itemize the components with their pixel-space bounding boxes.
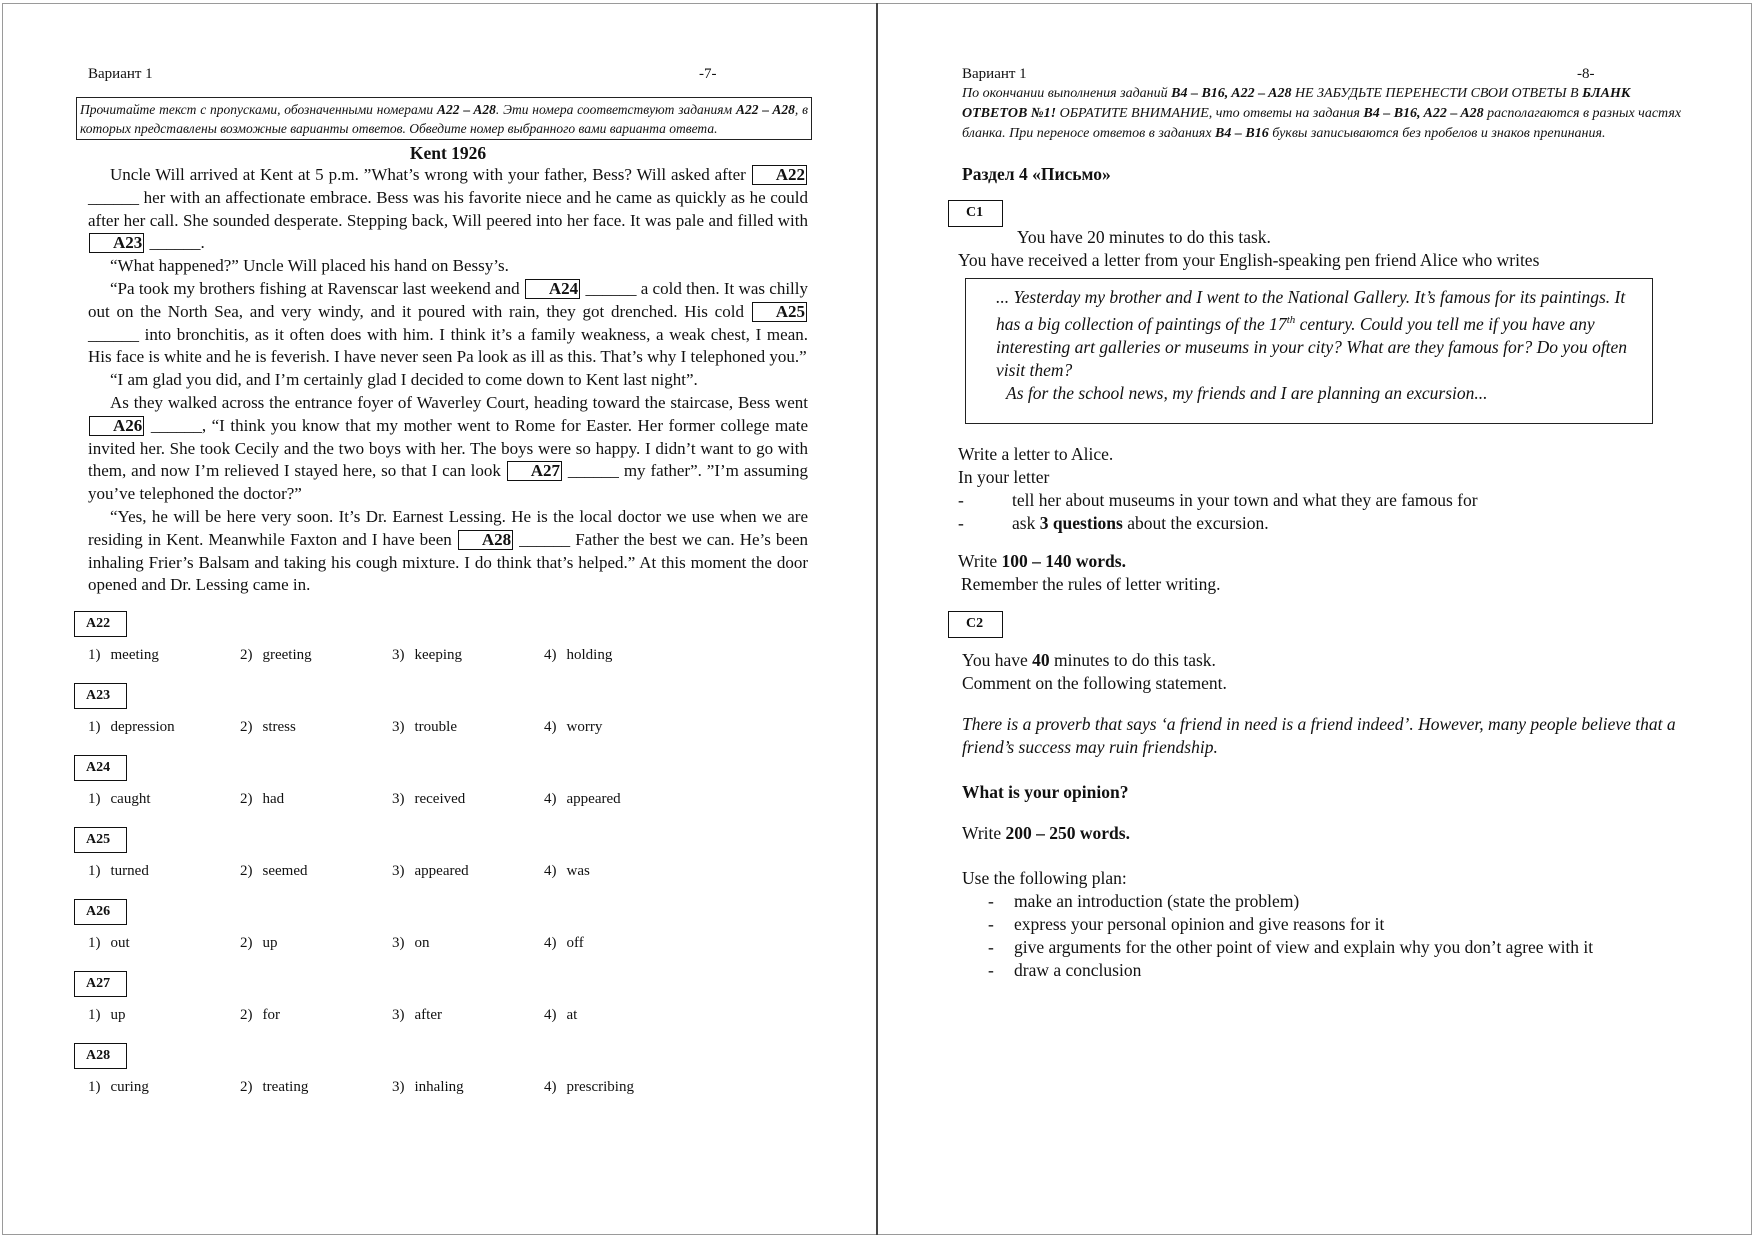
gap-marker: A27 — [507, 461, 562, 481]
c2-label-row — [948, 611, 1682, 638]
plan-text: express your personal opinion and give reasons for it — [1014, 913, 1385, 934]
page-gutter — [876, 3, 878, 1235]
answer-option[interactable] — [544, 1007, 577, 1024]
task-label-c2: C2 — [948, 611, 1003, 638]
option-text: turned — [110, 863, 149, 880]
gap-marker: A28 — [458, 530, 513, 550]
c2-plan — [962, 890, 1682, 982]
plan-text: draw a conclusion — [1014, 959, 1142, 980]
instructions-range: A22 – A28 — [735, 102, 795, 117]
answer-option[interactable] — [544, 1079, 634, 1096]
story-text-run: “Yes, he will be here very soon. It’s Dr. Earnest Lessing. He is the local doctor we use when we are residing in Kent. Meanwhile Faxton and I have been — [88, 506, 808, 549]
task-a28 — [74, 1043, 808, 1102]
option-number: 1) — [88, 1079, 101, 1096]
time-text: minutes to do this task. — [1049, 649, 1216, 670]
answer-option[interactable] — [392, 1007, 442, 1024]
option-number: 2) — [240, 791, 253, 808]
c1-point — [958, 512, 1682, 535]
c2-question: What is your opinion? — [962, 781, 1129, 802]
transfer-notice — [962, 84, 1682, 144]
option-text: on — [414, 935, 430, 952]
c1-label-row — [948, 200, 1682, 227]
c1-time: You have 20 minutes to do this task. — [1017, 227, 1271, 247]
option-text: greeting — [262, 647, 312, 664]
instructions-text: Прочитайте текст с пропусками, обозначенными номерами — [80, 102, 437, 117]
task-label-c1: C1 — [948, 200, 1003, 227]
task-label: A23 — [74, 683, 127, 709]
plan-item — [962, 936, 1682, 959]
task-a22 — [74, 611, 808, 670]
plan-item — [962, 913, 1682, 936]
reading-instructions — [76, 97, 812, 140]
section-title: Раздел 4 «Письмо» — [962, 164, 1111, 184]
option-text: prescribing — [566, 1079, 634, 1096]
option-text: keeping — [414, 647, 462, 664]
story-text-run: ______ her with an affectionate embrace. Bess was his favorite niece and he came as quickly as he could after her call. She sounded desperate. Stepping back, Will peered into her face. It was pale and filled with — [88, 187, 808, 230]
task-options — [74, 853, 808, 886]
point-bold: 3 questions — [1039, 512, 1123, 533]
option-text: appeared — [414, 863, 469, 880]
task-options — [74, 1069, 808, 1102]
notice-bold: B4 – B16 — [1215, 126, 1269, 141]
instructions-text: . Эти номера соответствуют заданиям — [495, 102, 736, 117]
option-number: 4) — [544, 1079, 557, 1096]
option-number: 2) — [240, 719, 253, 736]
option-number: 3) — [392, 1079, 405, 1096]
option-text: up — [262, 935, 278, 952]
story-paragraph — [88, 506, 808, 597]
task-options — [74, 997, 808, 1030]
word-limit-bold: 200 – 250 words. — [1005, 822, 1130, 843]
answer-option[interactable] — [240, 791, 284, 808]
task-options — [74, 709, 808, 742]
answer-option[interactable] — [240, 863, 307, 880]
answer-option[interactable] — [392, 647, 462, 664]
instructions-range: A22 – A28 — [437, 102, 496, 117]
notice-text: располагаются в разных частях бланка. При переносе ответов в заданиях — [962, 106, 1682, 141]
instructions-text: , в которых представлены возможные варианты ответов. Обведите номер выбранного вами варианта ответа. — [80, 102, 808, 136]
notice-bold: БЛАНК ОТВЕТОВ №1! — [962, 86, 1631, 121]
option-number: 4) — [544, 647, 557, 664]
option-text: holding — [566, 647, 613, 664]
task-a25 — [74, 827, 808, 886]
notice-bold: B4 – B16, A22 – A28 — [1171, 86, 1292, 101]
time-bold: 40 — [1032, 649, 1050, 670]
task-label: A27 — [74, 971, 127, 997]
task-label: A26 — [74, 899, 127, 925]
option-number: 2) — [240, 1079, 253, 1096]
option-text: off — [566, 935, 584, 952]
plan-item — [962, 959, 1682, 982]
answer-tasks — [74, 611, 808, 1102]
story-text-run: ______ my father”. ”I’m assuming you’ve telephoned the doctor?” — [88, 461, 809, 504]
dash-marker: - — [958, 512, 964, 533]
story-text-run: ______ into bronchitis, as it often does with him. I think it’s a family weakness, a weak chest, I mean. His face is white and he is feverish. I have never seen Pa look as ill as this. That’s why I telephoned you.” — [88, 324, 808, 367]
word-limit-text: Write — [958, 550, 1002, 571]
answer-option[interactable] — [88, 719, 175, 736]
option-text: treating — [262, 1079, 309, 1096]
answer-option[interactable] — [544, 791, 621, 808]
option-number: 3) — [392, 791, 405, 808]
option-number: 1) — [88, 935, 101, 952]
option-text: at — [566, 1007, 578, 1024]
option-text: up — [110, 1007, 126, 1024]
story-paragraph — [88, 164, 808, 255]
story-paragraph — [88, 392, 808, 506]
story-paragraph: “I am glad you did, and I’m certainly glad I decided to come down to Kent last night”. — [110, 370, 698, 390]
option-number: 3) — [392, 863, 405, 880]
task-a26 — [74, 899, 808, 958]
story-title: Kent 1926 — [409, 143, 487, 163]
option-text: had — [262, 791, 285, 808]
c1-point — [958, 489, 1682, 512]
answer-option[interactable] — [240, 1079, 308, 1096]
answer-option[interactable] — [240, 647, 312, 664]
variant-label: Вариант 1 — [88, 66, 153, 82]
option-number: 1) — [88, 1007, 101, 1024]
answer-option[interactable] — [88, 791, 150, 808]
plan-text: give arguments for the other point of view and explain why you don’t agree with it — [1014, 936, 1594, 957]
option-number: 1) — [88, 791, 101, 808]
c2-comment: Comment on the following statement. — [962, 672, 1227, 693]
option-text: for — [262, 1007, 280, 1024]
gap-marker: A24 — [525, 279, 580, 299]
point-text: ask — [1012, 512, 1040, 533]
task-label: A25 — [74, 827, 127, 853]
option-number: 3) — [392, 647, 405, 664]
c1-intro: You have received a letter from your English-speaking pen friend Alice who writes — [958, 250, 1540, 270]
c2-time — [962, 649, 1682, 672]
option-text: meeting — [110, 647, 159, 664]
option-text: trouble — [414, 719, 457, 736]
variant-label: Вариант 1 — [962, 66, 1027, 82]
left-page — [80, 64, 809, 1115]
answer-option[interactable] — [392, 719, 457, 736]
option-number: 1) — [88, 863, 101, 880]
gap-marker: A25 — [752, 302, 807, 322]
option-text: depression — [110, 719, 175, 736]
option-number: 2) — [240, 863, 253, 880]
plan-item — [962, 890, 1682, 913]
word-limit-bold: 100 – 140 words. — [1001, 550, 1126, 571]
option-text: worry — [566, 719, 603, 736]
task-a27 — [74, 971, 808, 1030]
c1-remember: Remember the rules of letter writing. — [961, 573, 1221, 594]
page-number: -8- — [1577, 66, 1595, 82]
c1-write-to: Write a letter to Alice. — [958, 443, 1114, 464]
left-page-header — [88, 64, 808, 86]
story-text — [88, 164, 808, 597]
dash-marker: - — [988, 913, 994, 934]
letter-closing: As for the school news, my friends and I are planning an excursion... — [1006, 382, 1488, 403]
letter-body — [996, 286, 1640, 382]
right-page — [958, 64, 1682, 982]
option-text: appeared — [566, 791, 621, 808]
answer-option[interactable] — [544, 863, 590, 880]
option-number: 3) — [392, 1007, 405, 1024]
story-paragraph — [88, 278, 808, 369]
answer-option[interactable] — [392, 935, 430, 952]
option-number: 4) — [544, 1007, 557, 1024]
option-number: 2) — [240, 647, 253, 664]
notice-bold: B4 – B16, A22 – A28 — [1363, 106, 1484, 121]
answer-option[interactable] — [544, 647, 612, 664]
letter-text: century. Could you tell me if you have any interesting art galleries or museums in your city? What are they famous for? Do you often visit them? — [996, 313, 1628, 380]
option-number: 1) — [88, 647, 101, 664]
letter-superscript: th — [1286, 314, 1296, 326]
option-number: 4) — [544, 719, 557, 736]
story-text-run: ______. — [145, 233, 205, 253]
point-text: about the excursion. — [1122, 512, 1269, 533]
letter-excerpt — [965, 278, 1653, 424]
option-number: 3) — [392, 719, 405, 736]
c1-word-limit — [958, 550, 1682, 573]
task-options — [74, 781, 808, 814]
notice-text: ОБРАТИТЕ ВНИМАНИЕ, что ответы на задания — [1056, 106, 1364, 121]
gap-marker: A23 — [89, 233, 144, 253]
task-label: A28 — [74, 1043, 127, 1069]
option-number: 2) — [240, 1007, 253, 1024]
plan-text: make an introduction (state the problem) — [1014, 890, 1300, 911]
task-a24 — [74, 755, 808, 814]
c1-in-letter: In your letter — [958, 466, 1050, 487]
option-text: curing — [110, 1079, 149, 1096]
answer-option[interactable] — [240, 1007, 280, 1024]
option-text: received — [414, 791, 466, 808]
task-options — [74, 637, 808, 670]
dash-marker: - — [958, 489, 964, 510]
story-text-run: ______ Father the best we can. He’s been inhaling Frier’s Balsam and taking his cough mixture. I do think that’s helped.” At this moment the door opened and Dr. Lessing came in. — [88, 529, 809, 595]
answer-option[interactable] — [88, 863, 149, 880]
option-text: out — [110, 935, 130, 952]
answer-option[interactable] — [392, 791, 465, 808]
story-paragraph: “What happened?” Uncle Will placed his hand on Bessy’s. — [110, 256, 509, 276]
word-limit-text: Write — [962, 822, 1006, 843]
option-number: 3) — [392, 935, 405, 952]
page-number: -7- — [699, 66, 717, 82]
story-text-run: As they walked across the entrance foyer of Waverley Court, heading toward the staircase, Bess went — [110, 392, 808, 412]
notice-text: буквы записываются без пробелов и знаков препинания. — [1268, 126, 1606, 141]
option-text: was — [566, 863, 590, 880]
task-label: A24 — [74, 755, 127, 781]
option-number: 4) — [544, 935, 557, 952]
option-number: 4) — [544, 791, 557, 808]
answer-option[interactable] — [240, 719, 296, 736]
c2-statement: There is a proverb that says ‘a friend in need is a friend indeed’. However, many people believe that a friend’s success may ruin friendship. — [962, 713, 1676, 757]
letter-text: ... Yesterday my brother and I went to the National Gallery. It’s famous for its paintings. It has a big collection of paintings of the 17 — [996, 287, 1626, 334]
point-text: tell her about museums in your town and what they are famous for — [1012, 489, 1478, 510]
gap-marker: A22 — [752, 165, 807, 185]
dash-marker: - — [988, 890, 994, 911]
c2-plan-intro: Use the following plan: — [962, 867, 1127, 888]
option-number: 4) — [544, 863, 557, 880]
option-text: seemed — [262, 863, 308, 880]
answer-option[interactable] — [88, 935, 130, 952]
story-text-run: ______ a cold then. It was chilly out on the North Sea, and very windy, and it poured with rain, they got drenched. His cold — [88, 278, 808, 321]
option-number: 2) — [240, 935, 253, 952]
option-number: 1) — [88, 719, 101, 736]
dash-marker: - — [988, 959, 994, 980]
answer-option[interactable] — [88, 1007, 126, 1024]
dash-marker: - — [988, 936, 994, 957]
notice-text: По окончании выполнения заданий — [962, 86, 1172, 101]
task-options — [74, 925, 808, 958]
answer-option[interactable] — [88, 1079, 149, 1096]
option-text: inhaling — [414, 1079, 464, 1096]
time-text: You have — [962, 649, 1033, 670]
task-label: A22 — [74, 611, 127, 637]
story-text-run: “Pa took my brothers fishing at Ravenscar last weekend and — [110, 278, 524, 298]
c2-word-limit — [962, 822, 1682, 845]
story-text-run: ______, “I think you know that my mother went to Rome for Easter. Her former college mate invited her. She took Cecily and the two boys with her. The boys were so happy. I didn’t want to go with them, and now I’m relieved I stayed here, so that I can look — [88, 415, 808, 481]
option-text: caught — [110, 791, 151, 808]
notice-text: НЕ ЗАБУДЬТЕ ПЕРЕНЕСТИ СВОИ ОТВЕТЫ В — [1291, 86, 1583, 101]
answer-option[interactable] — [544, 719, 602, 736]
answer-option[interactable] — [544, 935, 584, 952]
answer-option[interactable] — [240, 935, 278, 952]
task-a23 — [74, 683, 808, 742]
option-text: stress — [262, 719, 296, 736]
gap-marker: A26 — [89, 416, 144, 436]
story-text-run: Uncle Will arrived at Kent at 5 p.m. ”What’s wrong with your father, Bess? Will asked after — [110, 165, 751, 184]
c1-points — [958, 489, 1682, 535]
option-text: after — [414, 1007, 442, 1024]
right-page-header — [962, 64, 1682, 86]
answer-option[interactable] — [392, 863, 469, 880]
answer-option[interactable] — [392, 1079, 464, 1096]
answer-option[interactable] — [88, 647, 159, 664]
